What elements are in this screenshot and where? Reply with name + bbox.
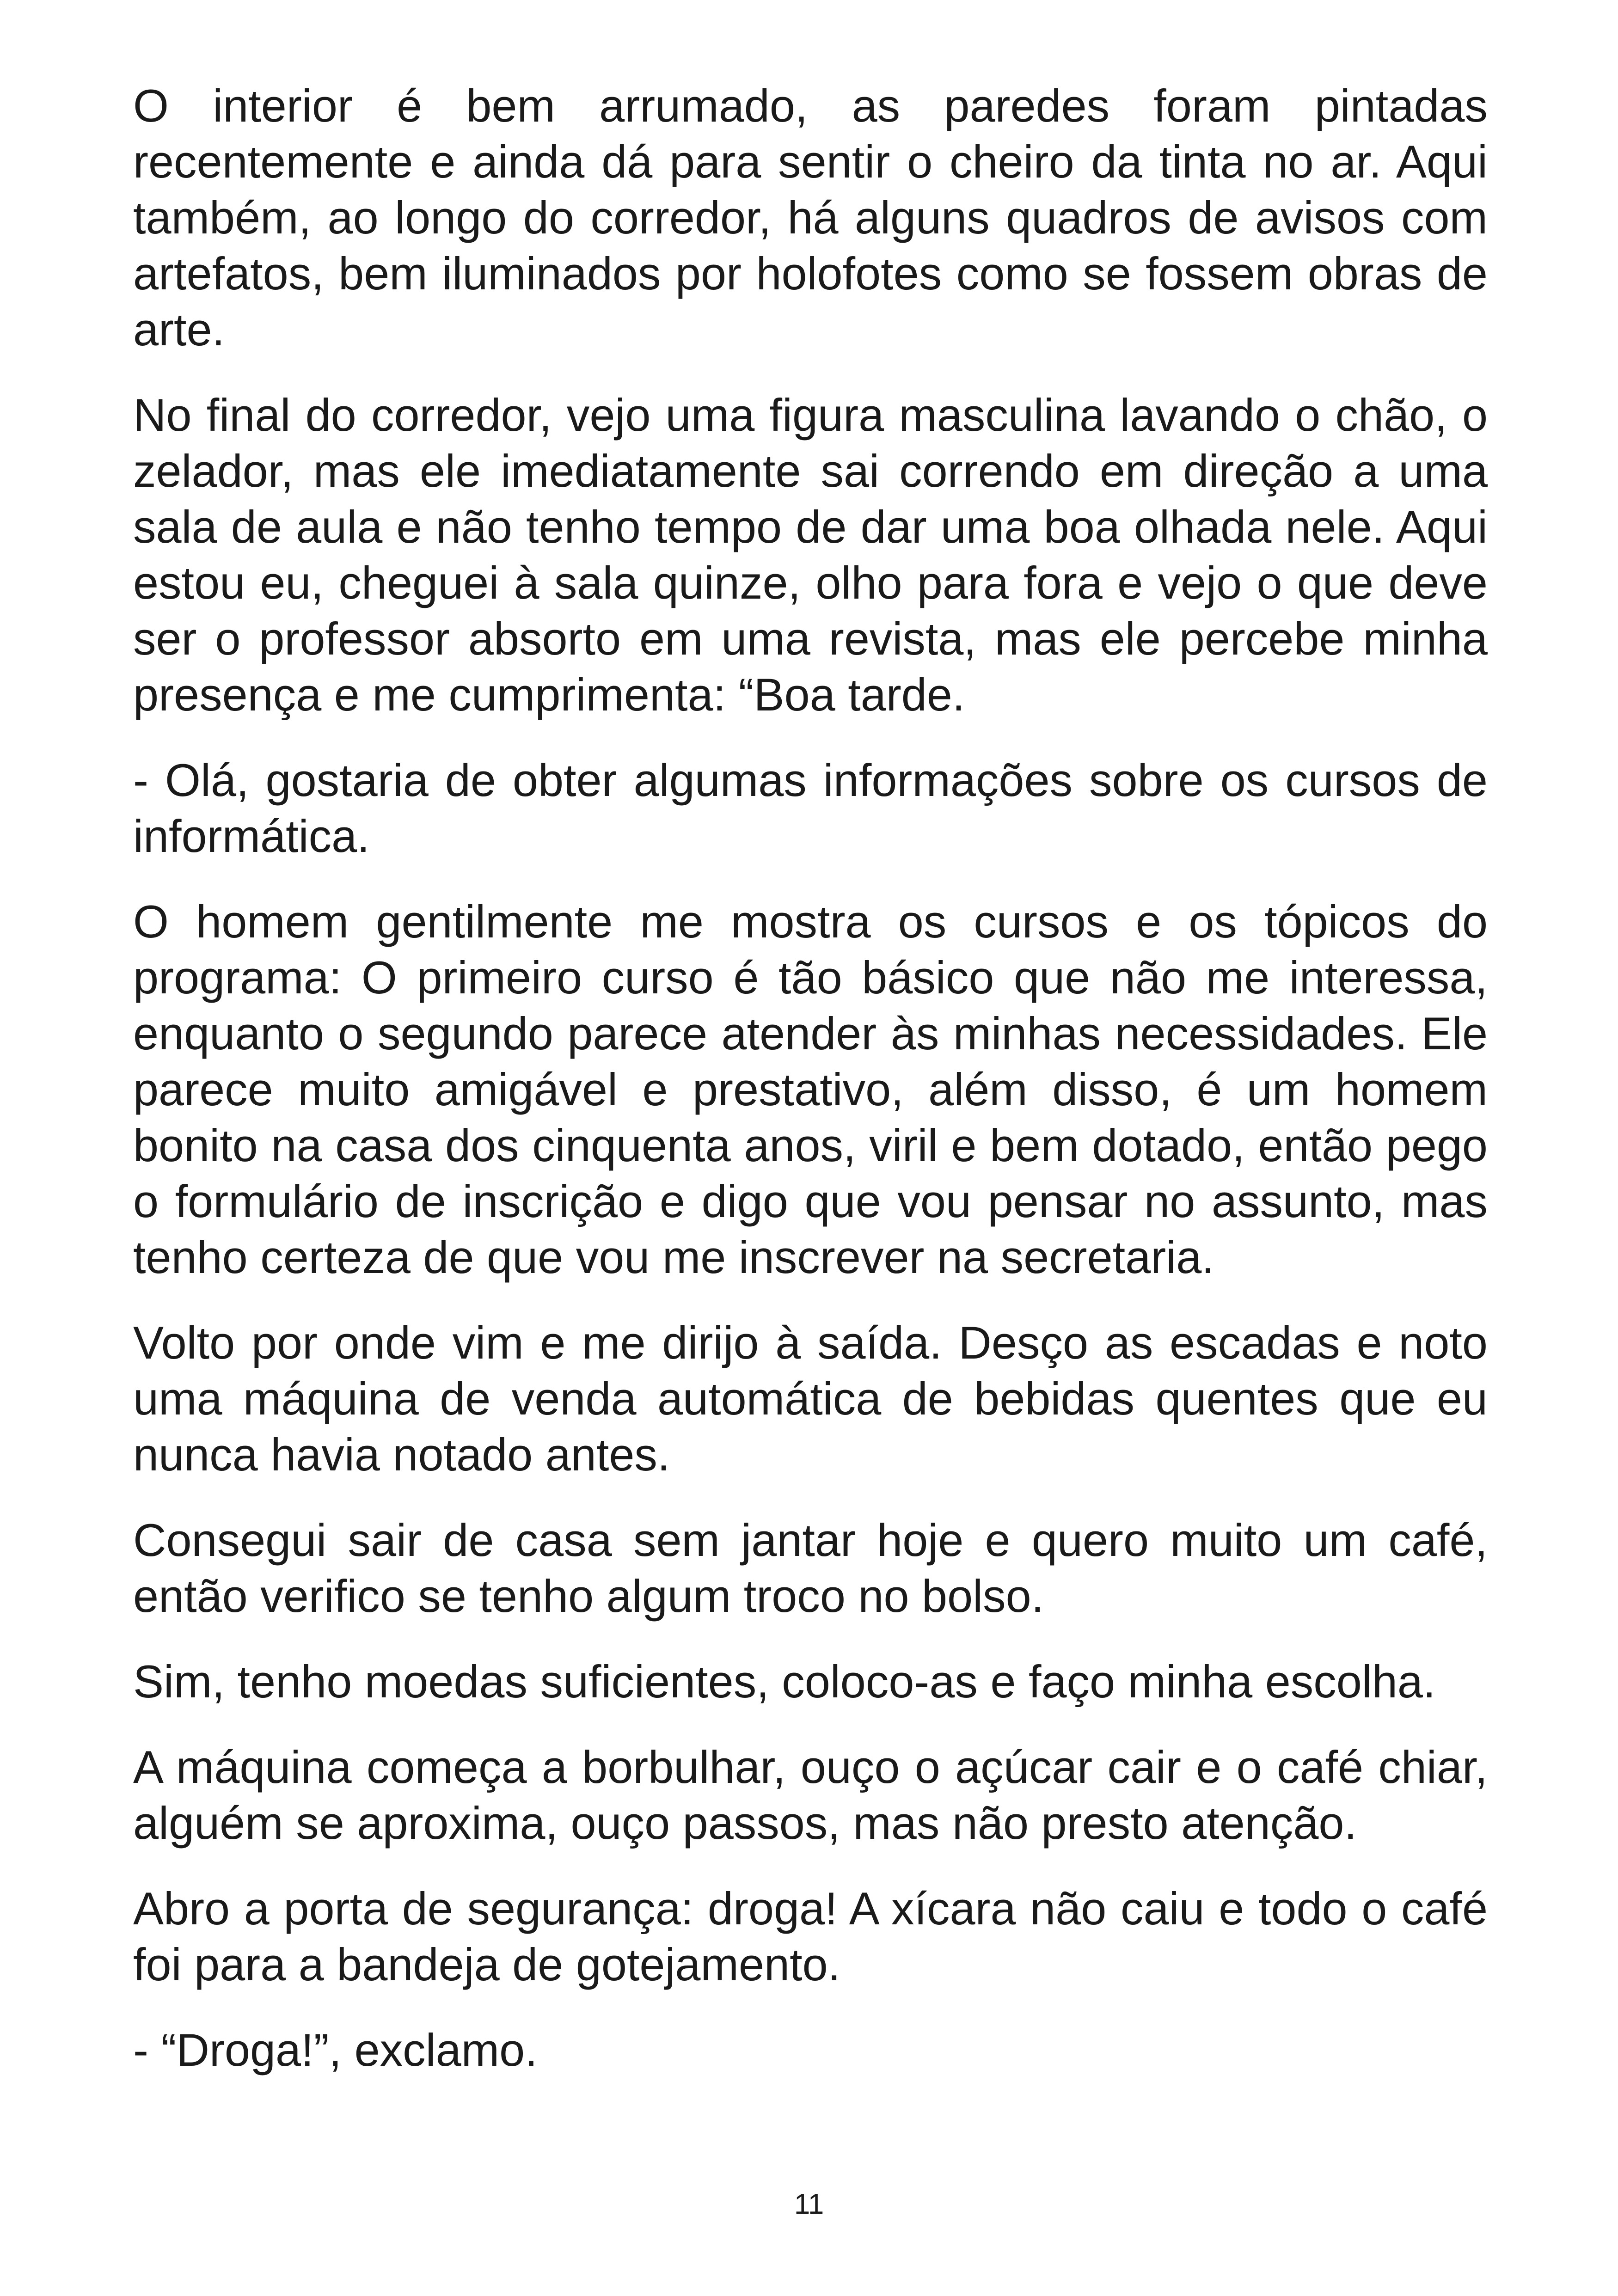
paragraph-3: - Olá, gostaria de obter algumas informações sobre os cursos de informática. (133, 754, 1488, 862)
paragraph-1: O interior é bem arrumado, as paredes foram pintadas recentemente e ainda dá para sentir o cheiro da tinta no ar. Aqui também, ao longo do corredor, há alguns quadros de avisos com artefatos, bem iluminados por holofotes como se fossem obras de arte. (133, 80, 1488, 355)
paragraph-8: A máquina começa a borbulhar, ouço o açúcar cair e o café chiar, alguém se aproxima, ouço passos, mas não presto atenção. (133, 1741, 1488, 1849)
paragraph-2: No final do corredor, vejo uma figura masculina lavando o chão, o zelador, mas ele imediatamente sai correndo em direção a uma sala de aula e não tenho tempo de dar uma boa olhada nele. Aqui estou eu, cheguei à sala quinze, olho para fora e vejo o que deve ser o professor absorto em uma revista, mas ele percebe minha presença e me cumprimenta: “Boa tarde. (133, 389, 1488, 720)
paragraph-10: - “Droga!”, exclamo. (133, 2024, 538, 2076)
paragraph-7: Sim, tenho moedas suficientes, coloco-as e faço minha escolha. (133, 1656, 1436, 1707)
paragraph-5: Volto por onde vim e me dirijo à saída. Desço as escadas e noto uma máquina de venda automática de bebidas quentes que eu nunca havia notado antes. (133, 1317, 1488, 1480)
page-number: 11 (794, 2188, 824, 2220)
paragraph-4: O homem gentilmente me mostra os cursos e os tópicos do programa: O primeiro curso é tão básico que não me interessa, enquanto o segundo parece atender às minhas necessidades. Ele parece muito amigável e prestativo, além disso, é um homem bonito na casa dos cinquenta anos, viril e bem dotado, então pego o formulário de inscrição e digo que vou pensar no assunto, mas tenho certeza de que vou me inscrever na secretaria. (133, 896, 1488, 1283)
paragraph-6: Consegui sair de casa sem jantar hoje e quero muito um café, então verifico se tenho algum troco no bolso. (133, 1514, 1488, 1622)
body-text (133, 78, 1488, 2107)
paragraph-9: Abro a porta de segurança: droga! A xícara não caiu e todo o café foi para a bandeja de gotejamento. (133, 1883, 1488, 1990)
